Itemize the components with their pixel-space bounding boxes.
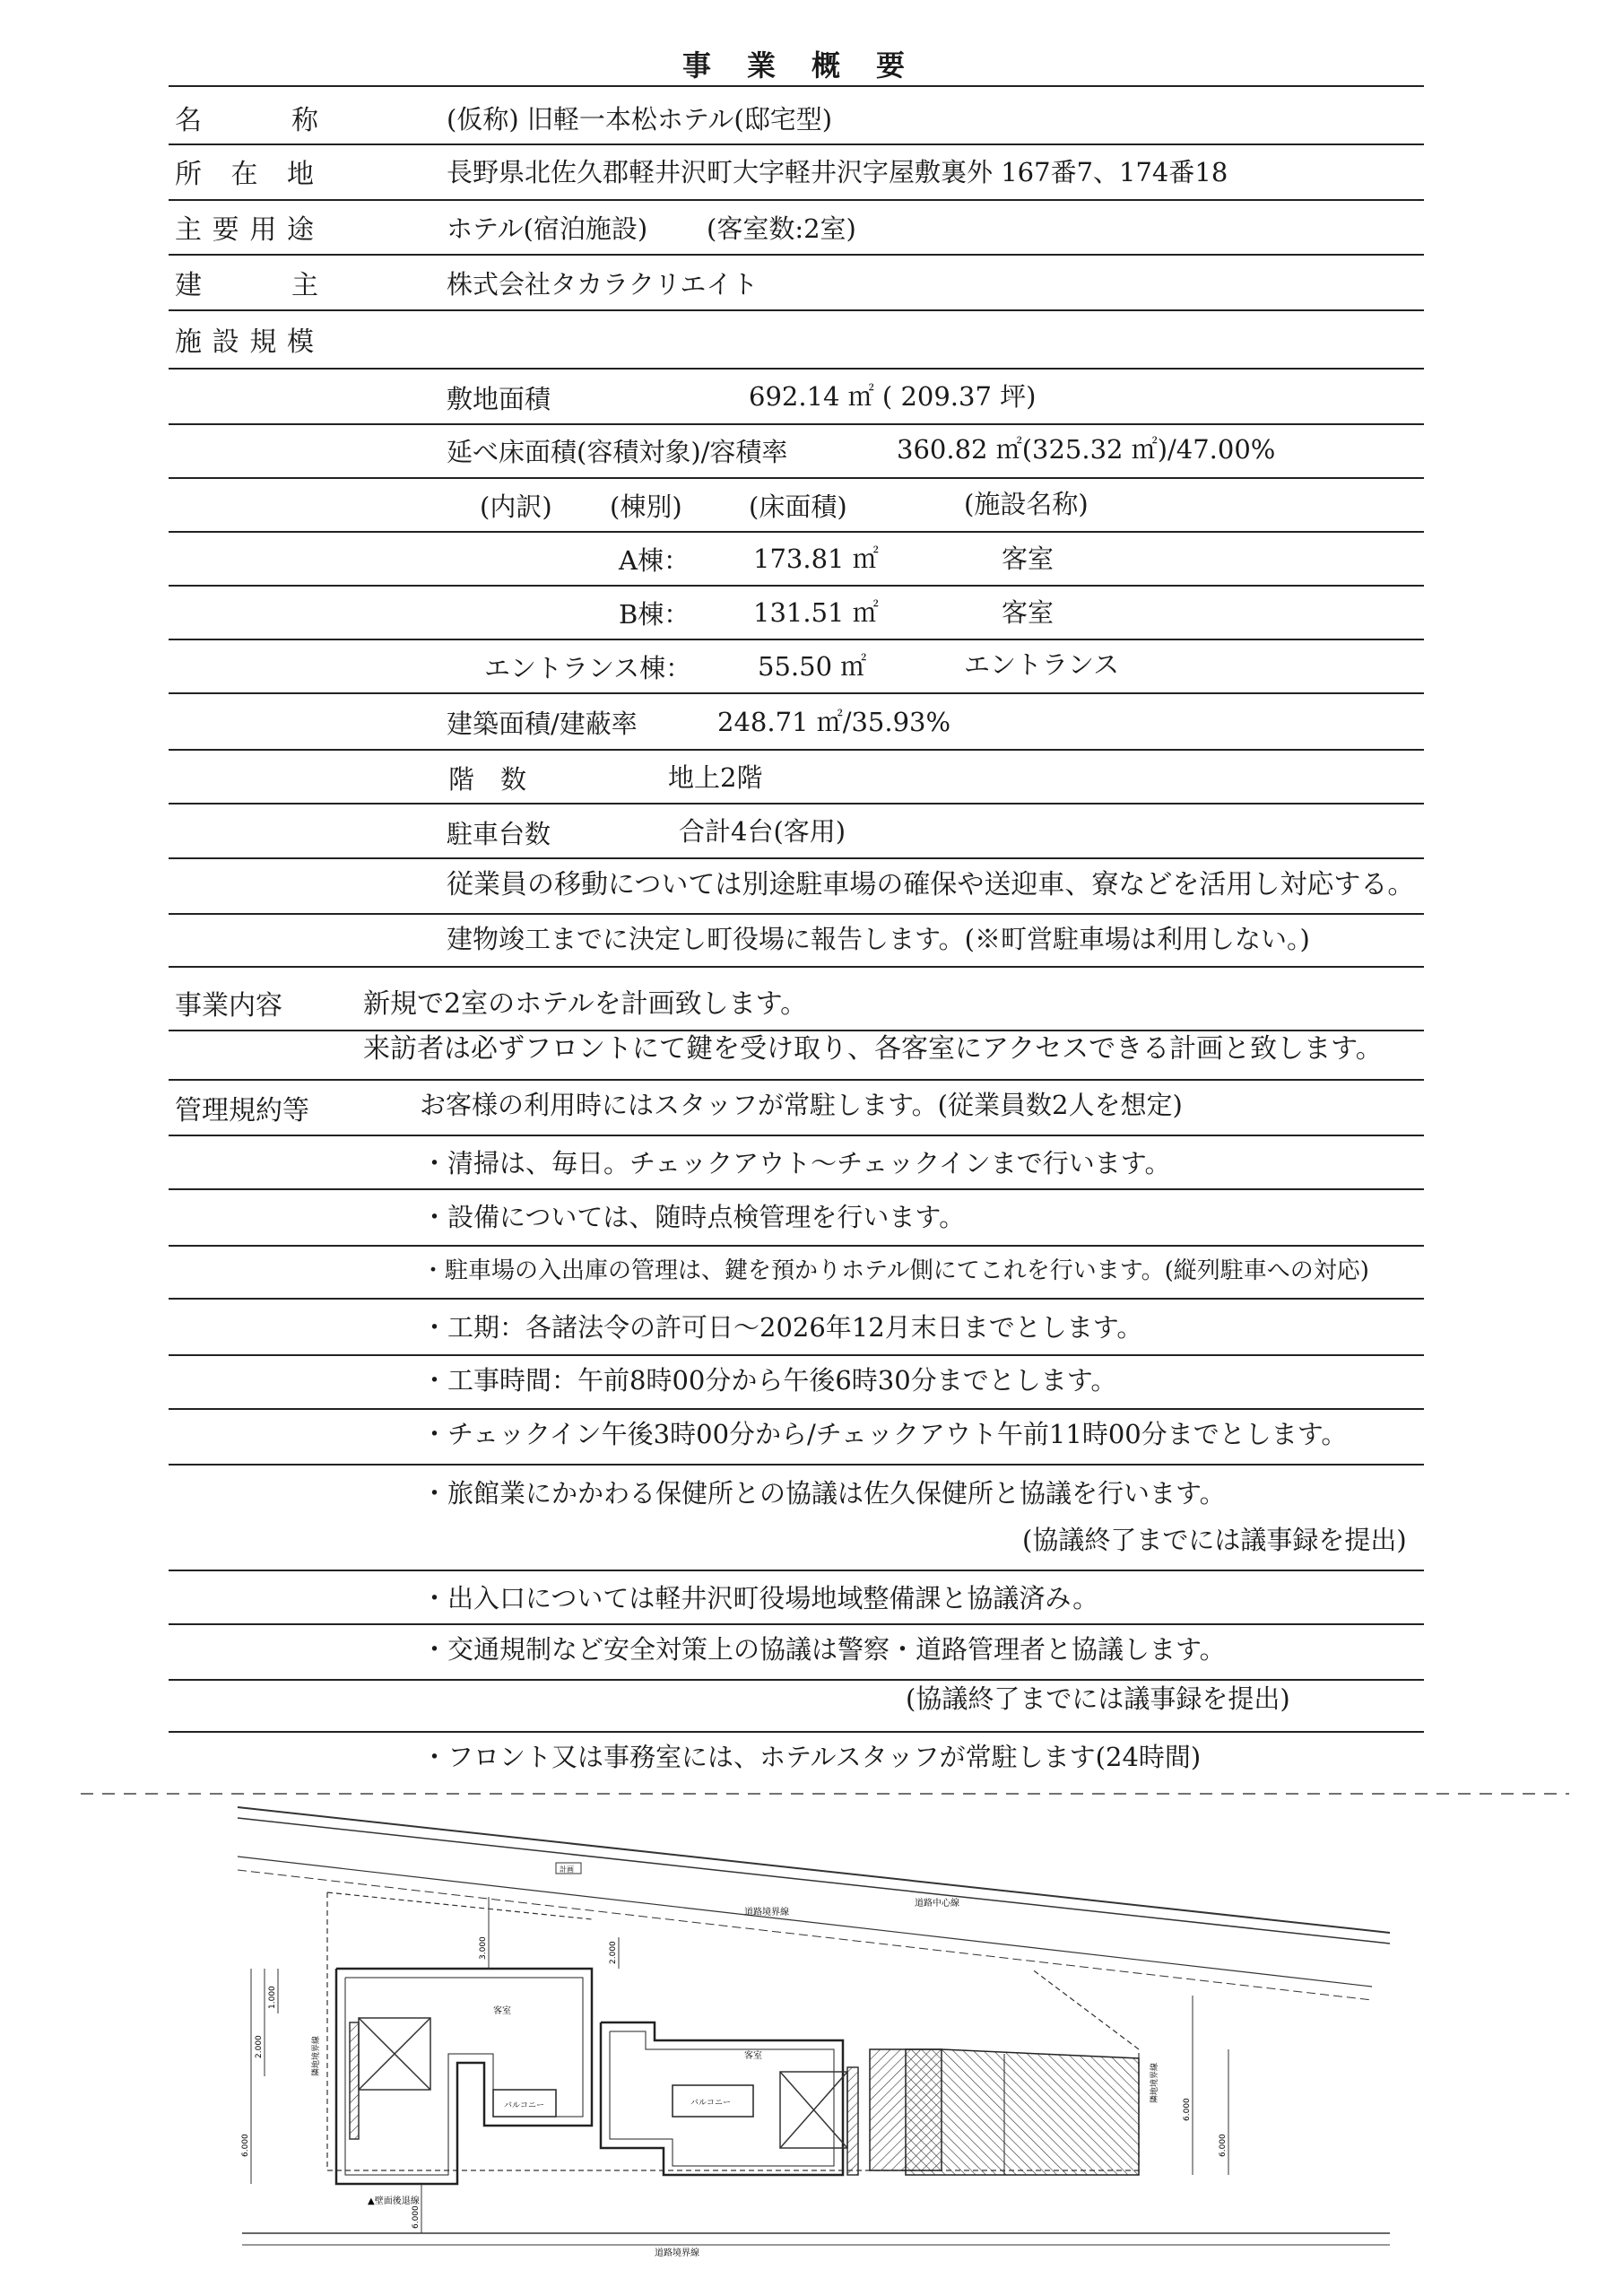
rule bbox=[169, 585, 1424, 587]
parking-note-2: 建物竣工までに決定し町役場に報告します。(※町営駐車場は利用しない。) bbox=[447, 924, 1310, 954]
rule bbox=[169, 1135, 1424, 1136]
building-entrance-facility: エントランス bbox=[964, 649, 1120, 680]
boundary-left-label: 隣地境界線 bbox=[312, 2035, 321, 2076]
label-name: 名 称 bbox=[175, 105, 318, 136]
management-note-minutes-1: (協議終了までには議事録を提出) bbox=[1022, 1525, 1407, 1555]
rule bbox=[169, 692, 1424, 694]
floors-value: 地上2階 bbox=[668, 762, 763, 793]
header-building: (棟別) bbox=[610, 491, 682, 522]
site-plan bbox=[135, 1780, 1497, 2265]
rule bbox=[169, 1731, 1424, 1733]
site-area-label: 敷地面積 bbox=[447, 384, 551, 414]
balcony-label-a: バルコニー bbox=[504, 2101, 545, 2110]
management-item-work-hours: ・工事時間：午前8時00分から午後6時30分までとします。 bbox=[421, 1365, 1117, 1396]
parking-note-1: 従業員の移動については別途駐車場の確保や送迎車、寮などを活用し対応する。 bbox=[447, 869, 1415, 900]
rule bbox=[169, 477, 1424, 479]
management-item-health: ・旅館業にかかわる保健所との協議は佐久保健所と協議を行います。 bbox=[421, 1478, 1226, 1509]
stair-a bbox=[350, 2018, 430, 2139]
bottom-boundary-label: 道路境界線 bbox=[655, 2248, 699, 2258]
rule bbox=[169, 1679, 1424, 1681]
room-a-label: 客室 bbox=[493, 2006, 511, 2016]
dim-label: 6.000 bbox=[1219, 2134, 1228, 2157]
rule bbox=[169, 1464, 1424, 1465]
management-item-parking: ・駐車場の入出庫の管理は、鍵を預かりホテル側にてこれを行います。(縦列駐車への対応) bbox=[421, 1257, 1369, 1284]
label-management: 管理規約等 bbox=[175, 1095, 309, 1126]
building-b-facility: 客室 bbox=[1002, 597, 1055, 628]
building-area-label: 建築面積/建蔽率 bbox=[447, 709, 638, 739]
road-lines bbox=[238, 1807, 1390, 2245]
building-a bbox=[336, 1969, 592, 2184]
management-item-schedule: ・工期：各諸法令の許可日～2026年12月末日までとします。 bbox=[421, 1312, 1143, 1343]
management-note-minutes-2: (協議終了までには議事録を提出) bbox=[906, 1683, 1290, 1714]
management-item-equipment: ・設備については、随時点検管理を行います。 bbox=[421, 1202, 966, 1232]
building-a-area: 173.81 ㎡ bbox=[753, 544, 879, 574]
rule bbox=[169, 531, 1424, 533]
header-facility-name: (施設名称) bbox=[964, 489, 1089, 519]
dim-label: 2.000 bbox=[609, 1941, 618, 1964]
floors-label: 階 数 bbox=[448, 764, 527, 795]
rule bbox=[169, 966, 1424, 968]
rule bbox=[169, 803, 1424, 804]
rule bbox=[169, 1188, 1424, 1190]
building-entrance-area: 55.50 ㎡ bbox=[758, 651, 867, 682]
balcony-label-b: バルコニー bbox=[690, 2099, 732, 2108]
dim-label: 1.000 bbox=[268, 1986, 277, 2009]
value-use: ホテル(宿泊施設) bbox=[447, 213, 648, 244]
parking-area bbox=[870, 2049, 1139, 2175]
rule bbox=[169, 144, 1424, 145]
rule bbox=[169, 1298, 1424, 1300]
building-area-value: 248.71 ㎡/35.93% bbox=[717, 707, 951, 737]
management-item-entrance: ・出入口については軽井沢町役場地域整備課と協議済み。 bbox=[421, 1583, 1099, 1613]
dim-label: 6.000 bbox=[1183, 2098, 1192, 2121]
stair-b bbox=[780, 2067, 858, 2175]
rule bbox=[169, 1354, 1424, 1356]
rule bbox=[169, 749, 1424, 751]
rule bbox=[169, 857, 1424, 859]
building-b-area: 131.51 ㎡ bbox=[753, 597, 879, 628]
rule bbox=[169, 254, 1424, 256]
header-breakdown: (内訳) bbox=[480, 491, 552, 522]
plan-tag: 計画 bbox=[560, 1866, 574, 1874]
value-location: 長野県北佐久郡軽井沢町大字軽井沢字屋敷裏外 167番7、174番18 bbox=[447, 157, 1228, 187]
building-a-facility: 客室 bbox=[1002, 544, 1055, 574]
rule bbox=[169, 1030, 1424, 1031]
rule bbox=[169, 1570, 1424, 1571]
management-item-cleaning: ・清掃は、毎日。チェックアウト～チェックインまで行います。 bbox=[421, 1148, 1171, 1178]
site-area-value: 692.14 ㎡ ( 209.37 坪) bbox=[749, 381, 1037, 412]
floor-area-label: 延べ床面積(容積対象)/容積率 bbox=[447, 437, 788, 467]
dim-label: 6.000 bbox=[412, 2205, 421, 2229]
label-use: 主 要 用 途 bbox=[175, 214, 314, 246]
rule bbox=[169, 913, 1424, 915]
building-entrance-name: エントランス棟： bbox=[484, 653, 692, 683]
building-a-name: A棟： bbox=[619, 545, 690, 576]
boundary-right-label: 隣地境界線 bbox=[1150, 2062, 1159, 2103]
rule bbox=[169, 423, 1424, 425]
road-center-label: 道路中心線 bbox=[915, 1899, 959, 1909]
label-owner: 建 主 bbox=[175, 270, 318, 301]
rule bbox=[169, 1079, 1424, 1081]
label-business: 事業内容 bbox=[175, 990, 282, 1022]
management-item-checkin: ・チェックイン午後3時00分から/チェックアウト午前11時00分までとします。 bbox=[421, 1419, 1348, 1449]
value-rooms: (客室数:2室) bbox=[707, 213, 856, 244]
rule bbox=[169, 85, 1424, 87]
rule bbox=[169, 309, 1424, 311]
label-facility: 施 設 規 模 bbox=[175, 326, 314, 358]
building-b-name: B棟： bbox=[619, 599, 690, 630]
rule bbox=[169, 199, 1424, 201]
rule bbox=[169, 639, 1424, 640]
management-item-front: ・フロント又は事務室には、ホテルスタッフが常駐します(24時間) bbox=[421, 1742, 1202, 1772]
management-line-0: お客様の利用時にはスタッフが常駐します。(従業員数2人を想定) bbox=[420, 1090, 1183, 1120]
parking-label: 駐車台数 bbox=[447, 819, 551, 849]
dim-label: 3.000 bbox=[479, 1936, 488, 1960]
header-floor-area: (床面積) bbox=[749, 491, 847, 522]
room-b-label: 客室 bbox=[744, 2051, 762, 2061]
rule bbox=[169, 1245, 1424, 1247]
floor-area-value: 360.82 ㎡(325.32 ㎡)/47.00% bbox=[897, 434, 1276, 465]
value-owner: 株式会社タカラクリエイト bbox=[447, 269, 759, 300]
label-location: 所 在 地 bbox=[175, 159, 314, 190]
dim-label: 2.000 bbox=[255, 2035, 264, 2058]
rule bbox=[169, 1623, 1424, 1625]
value-name: (仮称) 旧軽一本松ホテル(邸宅型) bbox=[447, 104, 833, 135]
rule bbox=[169, 368, 1424, 370]
dim-label: 6.000 bbox=[241, 2134, 250, 2157]
wall-setback-label: ▲壁面後退線 bbox=[368, 2196, 420, 2206]
business-line-1: 新規で2室のホテルを計画致します。 bbox=[363, 988, 808, 1020]
management-item-traffic: ・交通規制など安全対策上の協議は警察・道路管理者と協議します。 bbox=[421, 1634, 1226, 1665]
road-boundary-label: 道路境界線 bbox=[744, 1908, 789, 1918]
page-title: 事業概要 bbox=[681, 48, 941, 83]
rule bbox=[169, 1408, 1424, 1410]
business-line-2: 来訪者は必ずフロントにて鍵を受け取り、各客室にアクセスできる計画と致します。 bbox=[363, 1033, 1383, 1065]
parking-value: 合計4台(客用) bbox=[679, 816, 846, 847]
